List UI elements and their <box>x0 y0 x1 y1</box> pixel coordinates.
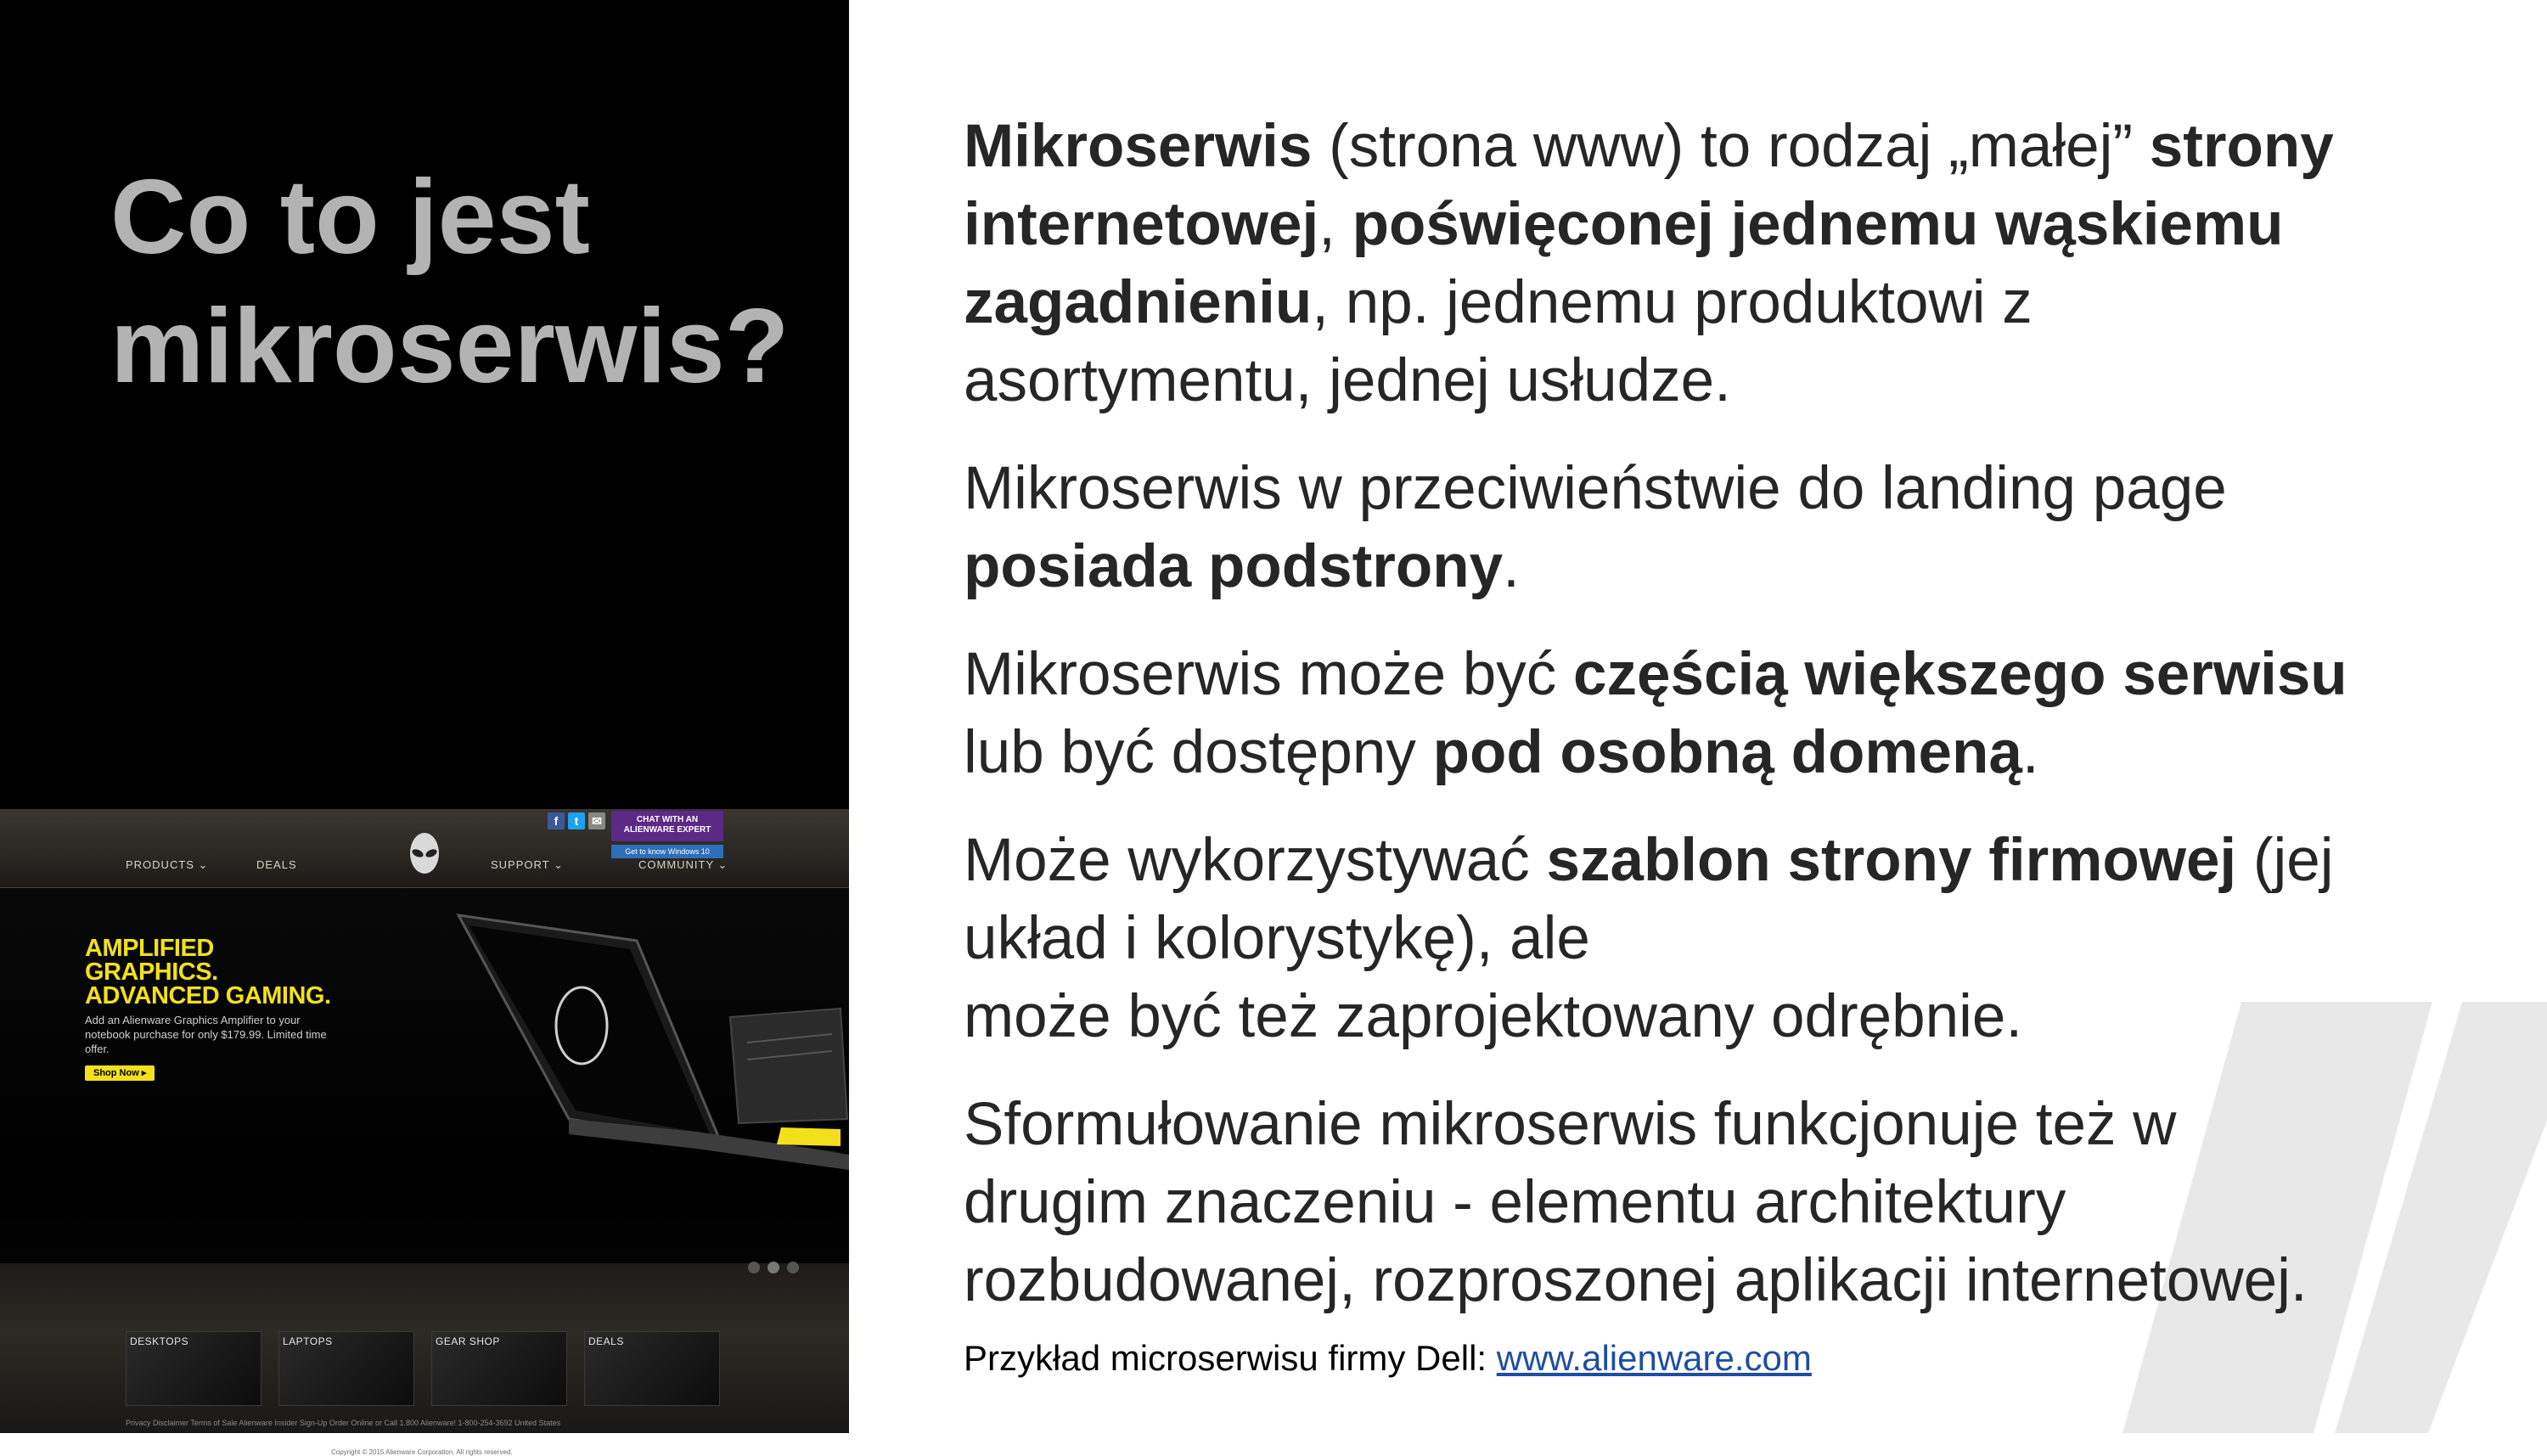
p3-line-2 <box>964 714 2458 792</box>
paragraph-landing-page <box>964 450 2458 606</box>
category-label: DESKTOPS <box>130 1335 189 1347</box>
title-line-1: Co to jest <box>110 159 590 276</box>
chat-line-1: CHAT WITH AN <box>636 815 699 824</box>
main-content <box>964 108 2458 1350</box>
category-band <box>0 1263 849 1456</box>
p4-line-3: może być też zaprojektowany odrębnie. <box>964 983 2023 1050</box>
email-icon: ✉ <box>588 812 605 829</box>
paragraph-architecture <box>964 1086 2458 1320</box>
nav-community: COMMUNITY ⌄ <box>638 858 728 871</box>
p5-line-2: drugim znaczeniu - elementu architektury <box>964 1169 2066 1236</box>
p3-text: . <box>2021 719 2039 786</box>
bold-term: szablon strony firmowej <box>1546 827 2237 894</box>
p2-text: . <box>1503 533 1520 600</box>
nav-deals: DEALS <box>256 858 297 871</box>
twitter-icon: t <box>568 812 585 829</box>
category-label: GEAR SHOP <box>436 1335 500 1347</box>
laptop-image <box>441 907 849 1212</box>
site-nav-bar <box>0 809 849 888</box>
alienware-link[interactable]: www.alienware.com <box>1496 1338 1812 1378</box>
p3-text: Mikroserwis może być <box>964 641 1574 708</box>
shop-now-button: Shop Now ▸ <box>85 1065 155 1081</box>
example-line <box>964 1335 1812 1382</box>
windows10-badge: Get to know Windows 10 <box>611 845 723 858</box>
nav-support: SUPPORT ⌄ <box>491 858 564 871</box>
p4-text: Może wykorzystywać <box>964 827 1547 894</box>
p3-text: lub być dostępny <box>964 719 1433 786</box>
paragraph-template <box>964 822 2458 1056</box>
p1-line-1 <box>964 108 2458 186</box>
footer-links: Privacy Disclaimer Terms of Sale Alienware Insider Sign-Up Order Online or Call 1.800 Alienware! 1-800-254-3692 United States <box>126 1419 561 1427</box>
paragraph-part-of-site <box>964 636 2458 792</box>
bold-term: pod osobną domeną <box>1432 719 2022 786</box>
slide-title <box>110 153 841 411</box>
bold-term: poświęconej jednemu wąskiemu <box>1352 191 2284 258</box>
p1-line-3 <box>964 264 2458 342</box>
bold-term: posiada podstrony <box>964 533 1504 600</box>
headline-line-3: ADVANCED GAMING. <box>85 982 331 1009</box>
hero-description: Add an Alienware Graphics Amplifier to your notebook purchase for only $179.99. Limited time offer. <box>85 1014 327 1055</box>
p1-line-4: asortymentu, jednej usłudze. <box>964 347 1731 414</box>
copyright-text: Copyright © 2015 Alienware Corporation. All rights reserved. <box>331 1448 513 1456</box>
p5-line-3: rozbudowanej, rozproszonej aplikacji internetowej. <box>964 1247 2308 1314</box>
category-label: DEALS <box>588 1335 624 1347</box>
p1-text: (strona www) to rodzaj „małej” <box>1312 113 2150 180</box>
alienware-site-screenshot <box>0 809 849 1456</box>
carousel-dots-icon <box>745 1259 805 1276</box>
headline-line-1: AMPLIFIED <box>85 935 214 962</box>
p4-line-1 <box>964 822 2458 900</box>
p2-line-2 <box>964 528 2458 606</box>
bold-term: Mikroserwis <box>964 113 1313 180</box>
category-deals <box>584 1331 720 1406</box>
bold-term: strony <box>2149 113 2334 180</box>
title-line-2: mikroserwis? <box>110 288 790 405</box>
hero-headline <box>85 936 331 1008</box>
category-desktops <box>126 1331 261 1406</box>
p2-line-1: Mikroserwis w przeciwieństwie do landing page <box>964 455 2227 522</box>
p1-line-2 <box>964 186 2458 264</box>
chat-expert-button <box>611 811 723 841</box>
p4-text: (jej <box>2236 827 2334 894</box>
alienware-logo-icon <box>406 831 443 879</box>
p1-text: , np. jednemu produktowi z <box>1312 269 2033 336</box>
p3-line-1 <box>964 636 2458 714</box>
nav-products: PRODUCTS ⌄ <box>126 858 209 871</box>
p4-line-2: układ i kolorystykę), ale <box>964 905 1590 972</box>
category-laptops <box>278 1331 414 1406</box>
left-title-panel <box>0 0 849 1456</box>
p1-text: , <box>1318 191 1352 258</box>
facebook-icon: f <box>548 812 565 829</box>
headline-line-2: GRAPHICS. <box>85 958 218 986</box>
example-prefix: Przykład microserwisu firmy Dell: <box>964 1338 1497 1378</box>
p5-line-1: Sformułowanie mikroserwis funkcjonuje też w <box>964 1091 2177 1158</box>
paragraph-definition <box>964 108 2458 420</box>
bold-term: częścią większego serwisu <box>1573 641 2347 708</box>
chat-line-2: ALIENWARE EXPERT <box>623 825 711 835</box>
category-gear-shop <box>431 1331 567 1406</box>
category-label: LAPTOPS <box>283 1335 333 1347</box>
bold-term: internetowej <box>964 191 1319 258</box>
bold-term: zagadnieniu <box>964 269 1313 336</box>
